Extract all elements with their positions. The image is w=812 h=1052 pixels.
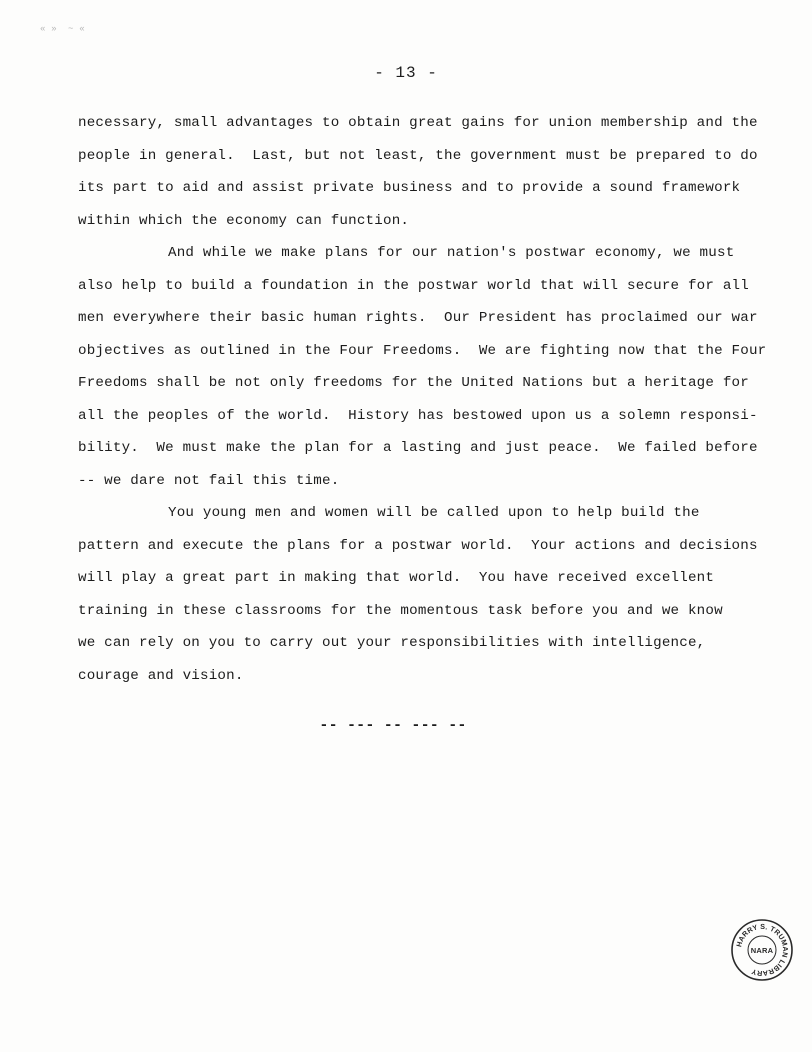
seal-ring-text: HARRY S. TRUMAN LIBRARY: [734, 921, 791, 979]
end-of-text-mark: -- --- -- --- --: [319, 717, 467, 734]
paragraph-3-line-3: will play a great part in making that world. You have received excellent: [78, 570, 715, 586]
paragraph-3-line-2: pattern and execute the plans for a postwar world. Your actions and decisions: [78, 537, 758, 554]
paragraph-2-line-2: also help to build a foundation in the postwar world that will secure for all: [78, 277, 749, 294]
paragraph-2-line-6: all the peoples of the world. History has bestowed upon us a solemn responsi-: [78, 407, 758, 424]
page-number: - 13 -: [374, 64, 438, 82]
paragraph-1-line-4: within which the economy can function.: [78, 212, 410, 229]
paragraph-2-line-7: bility. We must make the plan for a lasting and just peace. We failed before: [78, 440, 758, 456]
archive-seal-icon: [730, 918, 794, 982]
paragraph-1-line-1: necessary, small advantages to obtain great gains for union membership and the: [78, 115, 758, 131]
paragraph-1-line-2: people in general. Last, but not least, the government must be prepared to do: [78, 147, 758, 164]
body-text: [78, 113, 767, 698]
paragraph-1-line-3: its part to aid and assist private business and to provide a sound framework: [78, 180, 741, 196]
stray-marks: « » ~ «: [40, 24, 85, 34]
paragraph-3-line-6: courage and vision.: [78, 667, 244, 684]
paragraph-3-line-5: we can rely on you to carry out your responsibilities with intelligence,: [78, 635, 706, 651]
paragraph-2-line-5: Freedoms shall be not only freedoms for the United Nations but a heritage for: [78, 375, 749, 391]
paragraph-3-line-4: training in these classrooms for the momentous task before you and we know: [78, 602, 723, 619]
paragraph-3-line-1: You young men and women will be called upon to help build the: [168, 505, 700, 521]
paragraph-2-line-3: men everywhere their basic human rights. Our President has proclaimed our war: [78, 310, 758, 326]
seal-center-text: NARA: [750, 946, 774, 955]
paragraph-2-line-4: objectives as outlined in the Four Freedoms. We are fighting now that the Four: [78, 342, 767, 359]
paragraph-2-line-1: And while we make plans for our nation's postwar economy, we must: [168, 245, 735, 261]
paragraph-2-line-8: -- we dare not fail this time.: [78, 472, 340, 489]
